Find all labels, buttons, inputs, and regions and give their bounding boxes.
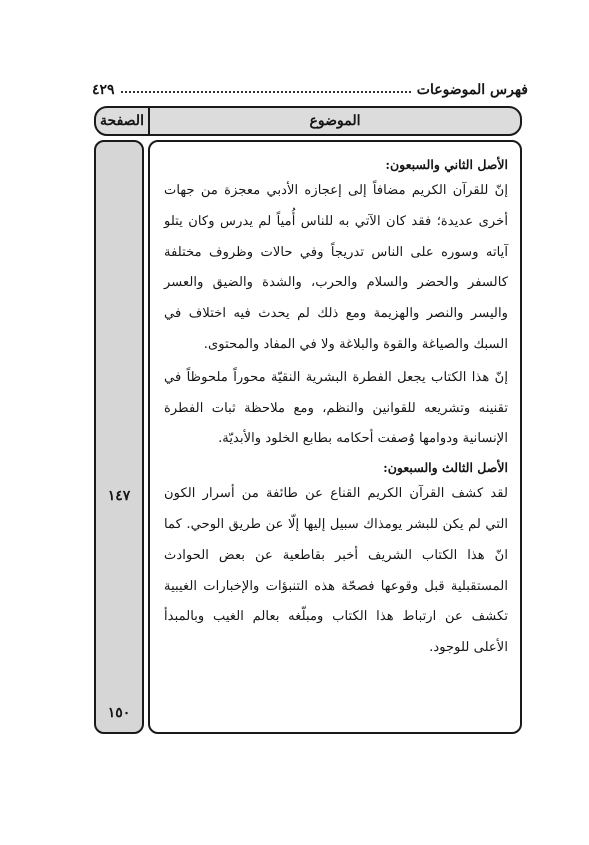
section-paragraph: لقد كشف القرآن الكريم القناع عن طائفة من أسرار الكون التي لم يكن للبشر يومذاك سبيل إليها إلّا عن طريق الوحي. كما انّ هذا الكتاب الشريف أخبر بقاطعية عن بعض الحوادث المستقبلية قبل وقوعها فصحّة هذه التنبؤات والإخبارات الغيبية تكشف عن ارتباط هذا الكتاب ومبلّغه بعالم الغيب وبالمبدأ الأعلى للوجود. — [164, 486, 508, 656]
page-number-2: ١٥٠ — [107, 705, 131, 721]
running-head-title: فهرس الموضوعات — [416, 82, 528, 98]
section-heading: الأصل الثالث والسبعون: — [383, 460, 508, 476]
table-header-bar — [94, 106, 522, 136]
section-73 — [164, 457, 508, 664]
running-head-page-number: ٤٢٩ — [92, 82, 115, 98]
page-number-column — [94, 140, 144, 734]
section-paragraph: إنّ هذا الكتاب يجعل الفطرة البشرية النقيّة محوراً ملحوظاً في تقنينه وتشريعه للقوانين والنظم، ومع ملاحظة ثبات الفطرة الإنسانية ودوامها وُصفت أحكامه بطابع الخلود والأبديّة. — [164, 369, 508, 447]
leader-dots — [121, 91, 411, 93]
section-paragraph: إنّ للقرآن الكريم مضافاً إلى إعجازه الأدبي معجزة من جهات أخرى عديدة؛ فقد كان الآتي به للناس أُمياً لم يدرس وكان يتلو آياته وسوره على الناس تدريجاً وفي حالات وظروف مختلفة كالسفر والحضر والسلام والحرب، والشدة والضيق والعسر واليسر والنصر والهزيمة ومع ذلك لم يحدث فيه اختلاف في السبك والصياغة والقوة والبلاغة ولا في المفاد والمحتوى. — [164, 183, 508, 352]
page-column-header: الصفحة — [96, 108, 150, 134]
section-heading: الأصل الثاني والسبعون: — [385, 157, 508, 172]
topic-content-box — [148, 140, 522, 734]
topic-column-header: الموضوع — [309, 113, 361, 129]
page-number-1: ١٤٧ — [107, 488, 131, 504]
section-72 — [164, 154, 508, 455]
running-head — [92, 74, 528, 98]
